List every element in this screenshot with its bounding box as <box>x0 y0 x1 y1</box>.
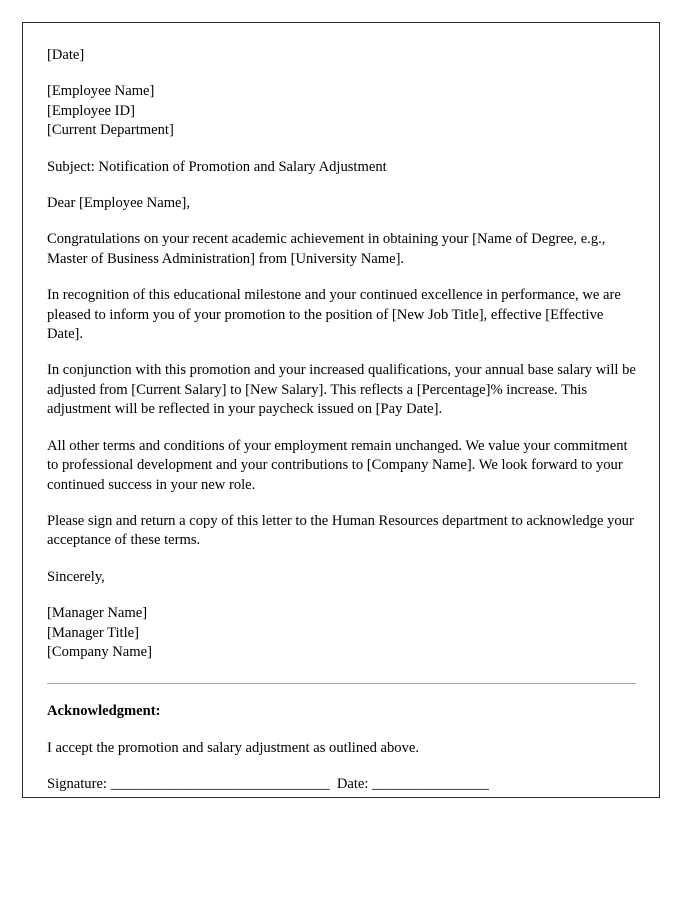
date-placeholder: [Date] <box>47 47 85 63</box>
paragraph-congratulations: Congratulations on your recent academic achievement in obtaining your [Name of Degree, e.g., Master of Business Administration] from [University Name]. <box>47 231 606 267</box>
recipient-employee-id: [Employee ID] <box>47 102 135 119</box>
paragraph-salary: In conjunction with this promotion and your increased qualifications, your annual base salary will be adjusted from [Current Salary] to [New Salary]. This reflects a [Percentage]% increase. This adjustment will be reflected in your paycheck issued on [Pay Date]. <box>47 362 636 418</box>
section-divider <box>47 683 636 684</box>
document-page-frame <box>22 22 660 798</box>
letter-body <box>47 46 636 795</box>
signer-block <box>47 604 636 662</box>
signature-line[interactable]: ______________________________ <box>110 776 330 793</box>
date-label: Date: <box>329 776 373 793</box>
signature-label: Signature: <box>47 776 111 793</box>
paragraph-terms: All other terms and conditions of your employment remain unchanged. We value your commitment to professional development and your contributions to [Company Name]. We look forward to your continued success in your new role. <box>47 437 628 493</box>
recipient-department: [Current Department] <box>47 122 174 139</box>
subject-line: Subject: Notification of Promotion and Salary Adjustment <box>47 158 387 175</box>
signer-company: [Company Name] <box>47 643 152 660</box>
recipient-name: [Employee Name] <box>47 83 155 100</box>
recipient-block <box>47 82 636 140</box>
signer-name: [Manager Name] <box>47 605 148 622</box>
salutation: Dear [Employee Name], <box>47 195 191 212</box>
acknowledgment-statement: I accept the promotion and salary adjustment as outlined above. <box>47 739 420 756</box>
date-line[interactable]: ________________ <box>372 776 489 793</box>
paragraph-signature-request: Please sign and return a copy of this letter to the Human Resources department to acknowledge your acceptance of these terms. <box>47 512 634 549</box>
signature-date-row <box>47 775 636 794</box>
paragraph-promotion: In recognition of this educational milestone and your continued excellence in performance, we are pleased to inform you of your promotion to the position of [New Job Title], effective [Effective Date]. <box>47 287 621 343</box>
acknowledgment-heading: Acknowledgment: <box>47 703 161 720</box>
closing: Sincerely, <box>47 568 105 585</box>
signer-title: [Manager Title] <box>47 624 140 641</box>
